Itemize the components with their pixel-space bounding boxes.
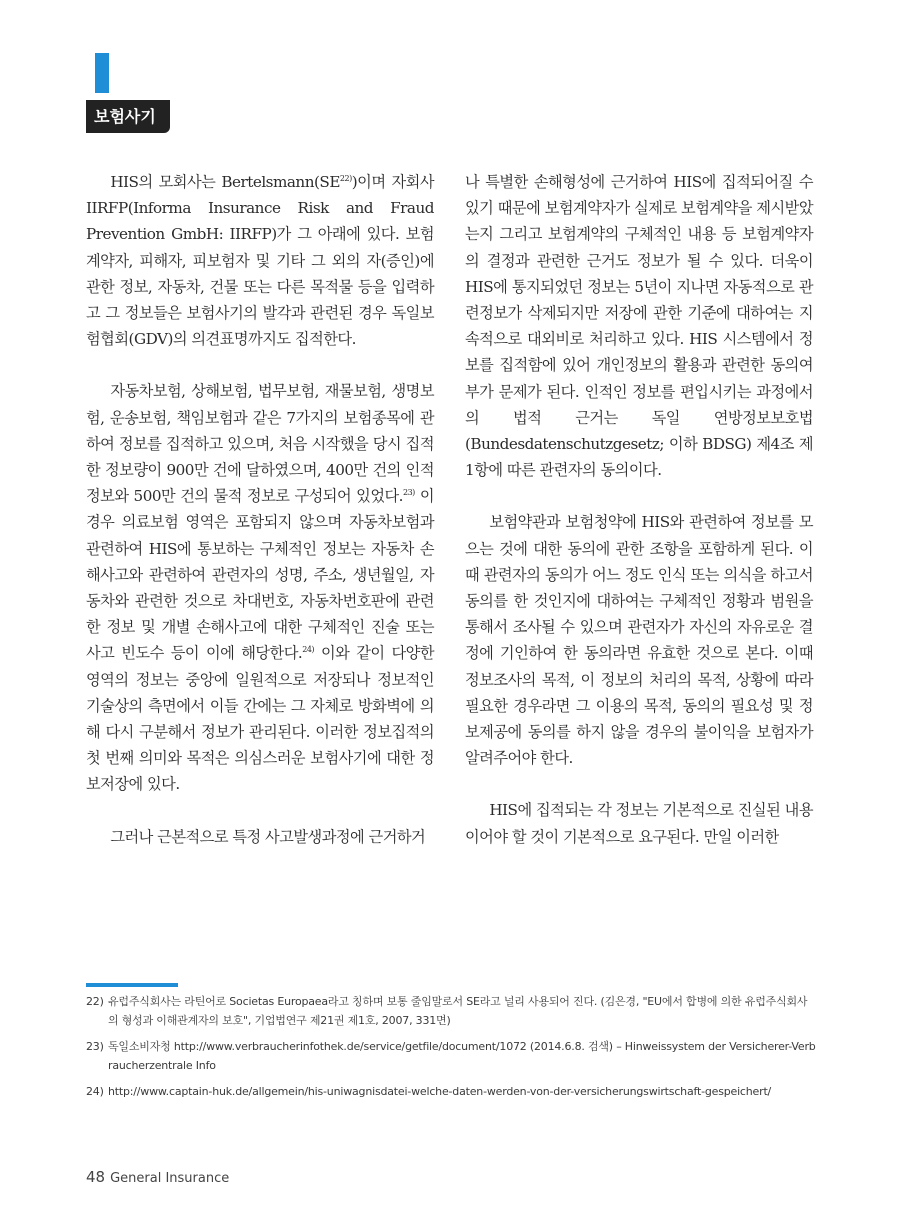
footnote-ref-22[interactable]: 22) [339, 173, 352, 183]
footnote-number: 23) [86, 1040, 104, 1053]
section-label: 보험사기 [86, 100, 170, 133]
left-paragraph-2 [86, 378, 434, 797]
right-column [465, 169, 813, 850]
footnote-text: 유럽주식회사는 라틴어로 Societas Europaea라고 칭하며 보통 줄임말로서 SE라고 널리 사용되어 진다. (김은경, "EU에서 합병에 의한 유럽주식회사의 형성과 이해관계자의 보호", 기업법연구 제21권 제1호, 2007, 331면) [108, 995, 808, 1027]
publication-name: General Insurance [110, 1171, 230, 1186]
footnote-link[interactable]: http://www.captain-huk.de/allgemein/his-uniwagnisdatei-welche-daten-werden-von-der-versicherungswirtschaft-gespeichert/ [108, 1085, 772, 1098]
text-run: )이며 자회사 IIRFP(Informa Insurance Risk and Fraud Prevention GmbH: IIRFP)가 그 아래에 있다. 보험계약자, 피해자, 피보험자 및 기타 그 외의 자(증인)에 관한 정보, 자동차, 건물 또는 다른 목적물 등을 입력하고 그 정보들은 보험사기의 발각과 관련된 경우 독일보험협회(GDV)의 의견표명까지도 집적한다. [86, 173, 434, 349]
text-run: HIS의 모회사는 Bertelsmann(SE [110, 173, 340, 191]
page-number: 48 [86, 1168, 106, 1186]
footnotes [86, 992, 816, 1108]
right-paragraph-1: 나 특별한 손해형성에 근거하여 HIS에 집적되어질 수 있기 때문에 보험계약자가 실제로 보험계약을 제시받았는지 그리고 보험계약의 구체적인 내용 등 보험계약자의 결정과 관련한 근거도 정보가 될 수 있다. 더욱이 HIS에 통지되었던 정보는 5년이 지나면 자동적으로 관련정보가 삭제되지만 저장에 관한 기준에 대하여는 지속적으로 대외비로 처리하고 있다. HIS 시스템에서 정보를 집적함에 있어 개인정보의 활용과 관련한 동의여부가 문제가 된다. 인적인 정보를 편입시키는 과정에서의 법적 근거는 독일 연방정보보호법(Bundesdatenschutzgesetz; 이하 BDSG) 제4조 제1항에 따른 관련자의 동의이다. [465, 173, 813, 480]
left-column [86, 169, 434, 850]
footnote-number: 24) [86, 1085, 104, 1098]
footnote-number: 22) [86, 995, 104, 1008]
footnote-24 [86, 1082, 816, 1101]
footnote-divider [86, 983, 178, 987]
footnote-23 [86, 1037, 816, 1075]
right-paragraph-3: HIS에 집적되는 각 정보는 기본적으로 진실된 내용이어야 할 것이 기본적으로 요구된다. 만일 이러한 [465, 801, 813, 846]
footnote-ref-23[interactable]: 23) [403, 488, 415, 498]
text-run: 이 경우 의료보험 영역은 포함되지 않으며 자동차보험과 관련하여 HIS에 통보하는 구체적인 정보는 자동차 손해사고와 관련하여 관련자의 성명, 주소, 생년월일, 자동차와 관련한 것으로 차대번호, 자동차번호판에 관련한 정보 및 개별 손해사고에 대한 구체적인 진술 또는 사고 빈도수 등이 이에 해당한다. [86, 487, 434, 663]
page-footer [86, 1168, 229, 1186]
header-accent-bar [95, 53, 109, 93]
right-paragraph-2: 보험약관과 보험청약에 HIS와 관련하여 정보를 모으는 것에 대한 동의에 관한 조항을 포함하게 된다. 이때 관련자의 동의가 어느 정도 인식 또는 의식을 하고서 동의를 한 것인지에 대하여는 구체적인 정황과 범원을 통해서 조사될 수 있으며 관련자가 자신의 자유로운 결정에 기인하여 한 동의라면 유효한 것으로 본다. 이때 정보조사의 목적, 이 정보의 처리의 목적, 상황에 따라 필요한 경우라면 그 이용의 목적, 동의의 필요성 및 정보제공에 동의를 하지 않을 경우의 불이익을 보험자가 알려주어야 한다. [465, 513, 813, 768]
text-run: 이와 같이 다양한 영역의 정보는 중앙에 일원적으로 저장되나 정보적인 기술상의 측면에서 이들 간에는 그 자체로 방화벽에 의해 다시 구분해서 정보가 관리된다. 이러한 정보집적의 첫 번째 의미와 목적은 의심스러운 보험사기에 대한 정보저장에 있다. [86, 644, 434, 794]
footnote-22 [86, 992, 816, 1030]
text-run: 자동차보험, 상해보험, 법무보험, 재물보험, 생명보험, 운송보험, 책임보험과 같은 7가지의 보험종목에 관하여 정보를 집적하고 있으며, 처음 시작했을 당시 집적한 정보량이 900만 건에 달하였으며, 400만 건의 인적 정보와 500만 건의 물적 정보로 구성되어 있었다. [86, 382, 434, 506]
footnote-ref-24[interactable]: 24) [302, 645, 315, 655]
left-paragraph-3: 그러나 근본적으로 특정 사고발생과정에 근거하거 [110, 827, 426, 846]
left-paragraph-1 [86, 169, 434, 352]
footnote-text[interactable]: 독일소비자청 http://www.verbraucherinfothek.de/service/getfile/document/1072 (2014.6.8. 검색) – Hinweissystem der Versicherer-Verbraucherzentrale Info [108, 1040, 816, 1072]
